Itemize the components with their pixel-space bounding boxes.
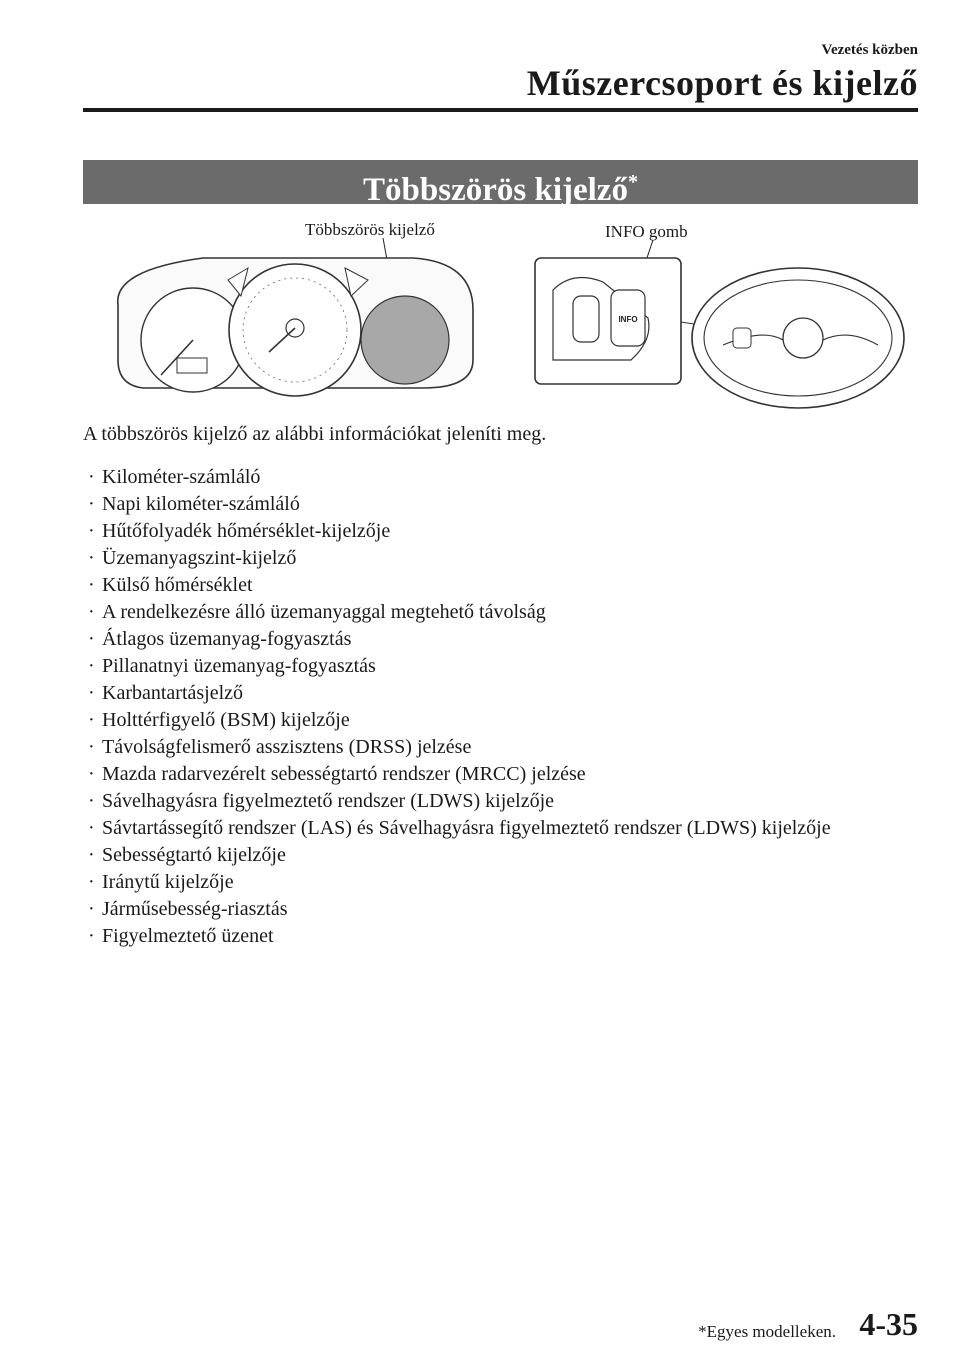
- info-button-text: INFO: [618, 315, 638, 324]
- header-rule: [83, 108, 918, 112]
- list-item: · Mazda radarvezérelt sebességtartó rendszer (MRCC) jelzése: [88, 761, 888, 788]
- label-multi-display: Többszörös kijelző: [305, 220, 435, 239]
- list-item: · A rendelkezésre álló üzemanyaggal megtehető távolság: [88, 599, 888, 626]
- instrument-cluster-illustration: [83, 210, 918, 415]
- list-item: · Sávelhagyásra figyelmeztető rendszer (LDWS) kijelzője: [88, 788, 888, 815]
- list-item: · Pillanatnyi üzemanyag-fogyasztás: [88, 653, 888, 680]
- banner-title: Többszörös kijelző: [363, 172, 628, 208]
- footnote: *Egyes modelleken.: [698, 1322, 836, 1341]
- list-item: · Holttérfigyelő (BSM) kijelzője: [88, 707, 888, 734]
- list-item: · Külső hőmérséklet: [88, 572, 888, 599]
- list-item: · Iránytű kijelzője: [88, 869, 888, 896]
- list-item: · Kilométer-számláló: [88, 464, 888, 491]
- speedometer-gauge: [229, 264, 361, 396]
- list-item: · Karbantartásjelző: [88, 680, 888, 707]
- chapter-title: Műszercsoport és kijelző: [526, 63, 918, 103]
- list-item: · Napi kilométer-számláló: [88, 491, 888, 518]
- feature-list: [88, 464, 888, 950]
- list-item: · Átlagos üzemanyag-fogyasztás: [88, 626, 888, 653]
- list-item: · Hűtőfolyadék hőmérséklet-kijelzője: [88, 518, 888, 545]
- instrument-figure: [83, 210, 918, 415]
- multi-info-display: [361, 296, 449, 384]
- section-title: Vezetés közben: [821, 42, 918, 58]
- list-item: · Járműsebesség-riasztás: [88, 896, 888, 923]
- list-item: · Üzemanyagszint-kijelző: [88, 545, 888, 572]
- list-item: · Sávtartássegítő rendszer (LAS) és Sávelhagyásra figyelmeztető rendszer (LDWS) kijelzője: [88, 815, 888, 842]
- section-banner: [83, 160, 918, 208]
- list-item: · Távolságfelismerő asszisztens (DRSS) jelzése: [88, 734, 888, 761]
- list-item: · Sebességtartó kijelzője: [88, 842, 888, 869]
- list-item: · Figyelmeztető üzenet: [88, 923, 888, 950]
- page-number: 4-35: [859, 1306, 918, 1342]
- intro-text: A többszörös kijelző az alábbi információkat jeleníti meg.: [83, 423, 547, 445]
- banner-asterisk: *: [627, 171, 638, 193]
- label-info-button: INFO gomb: [605, 222, 688, 241]
